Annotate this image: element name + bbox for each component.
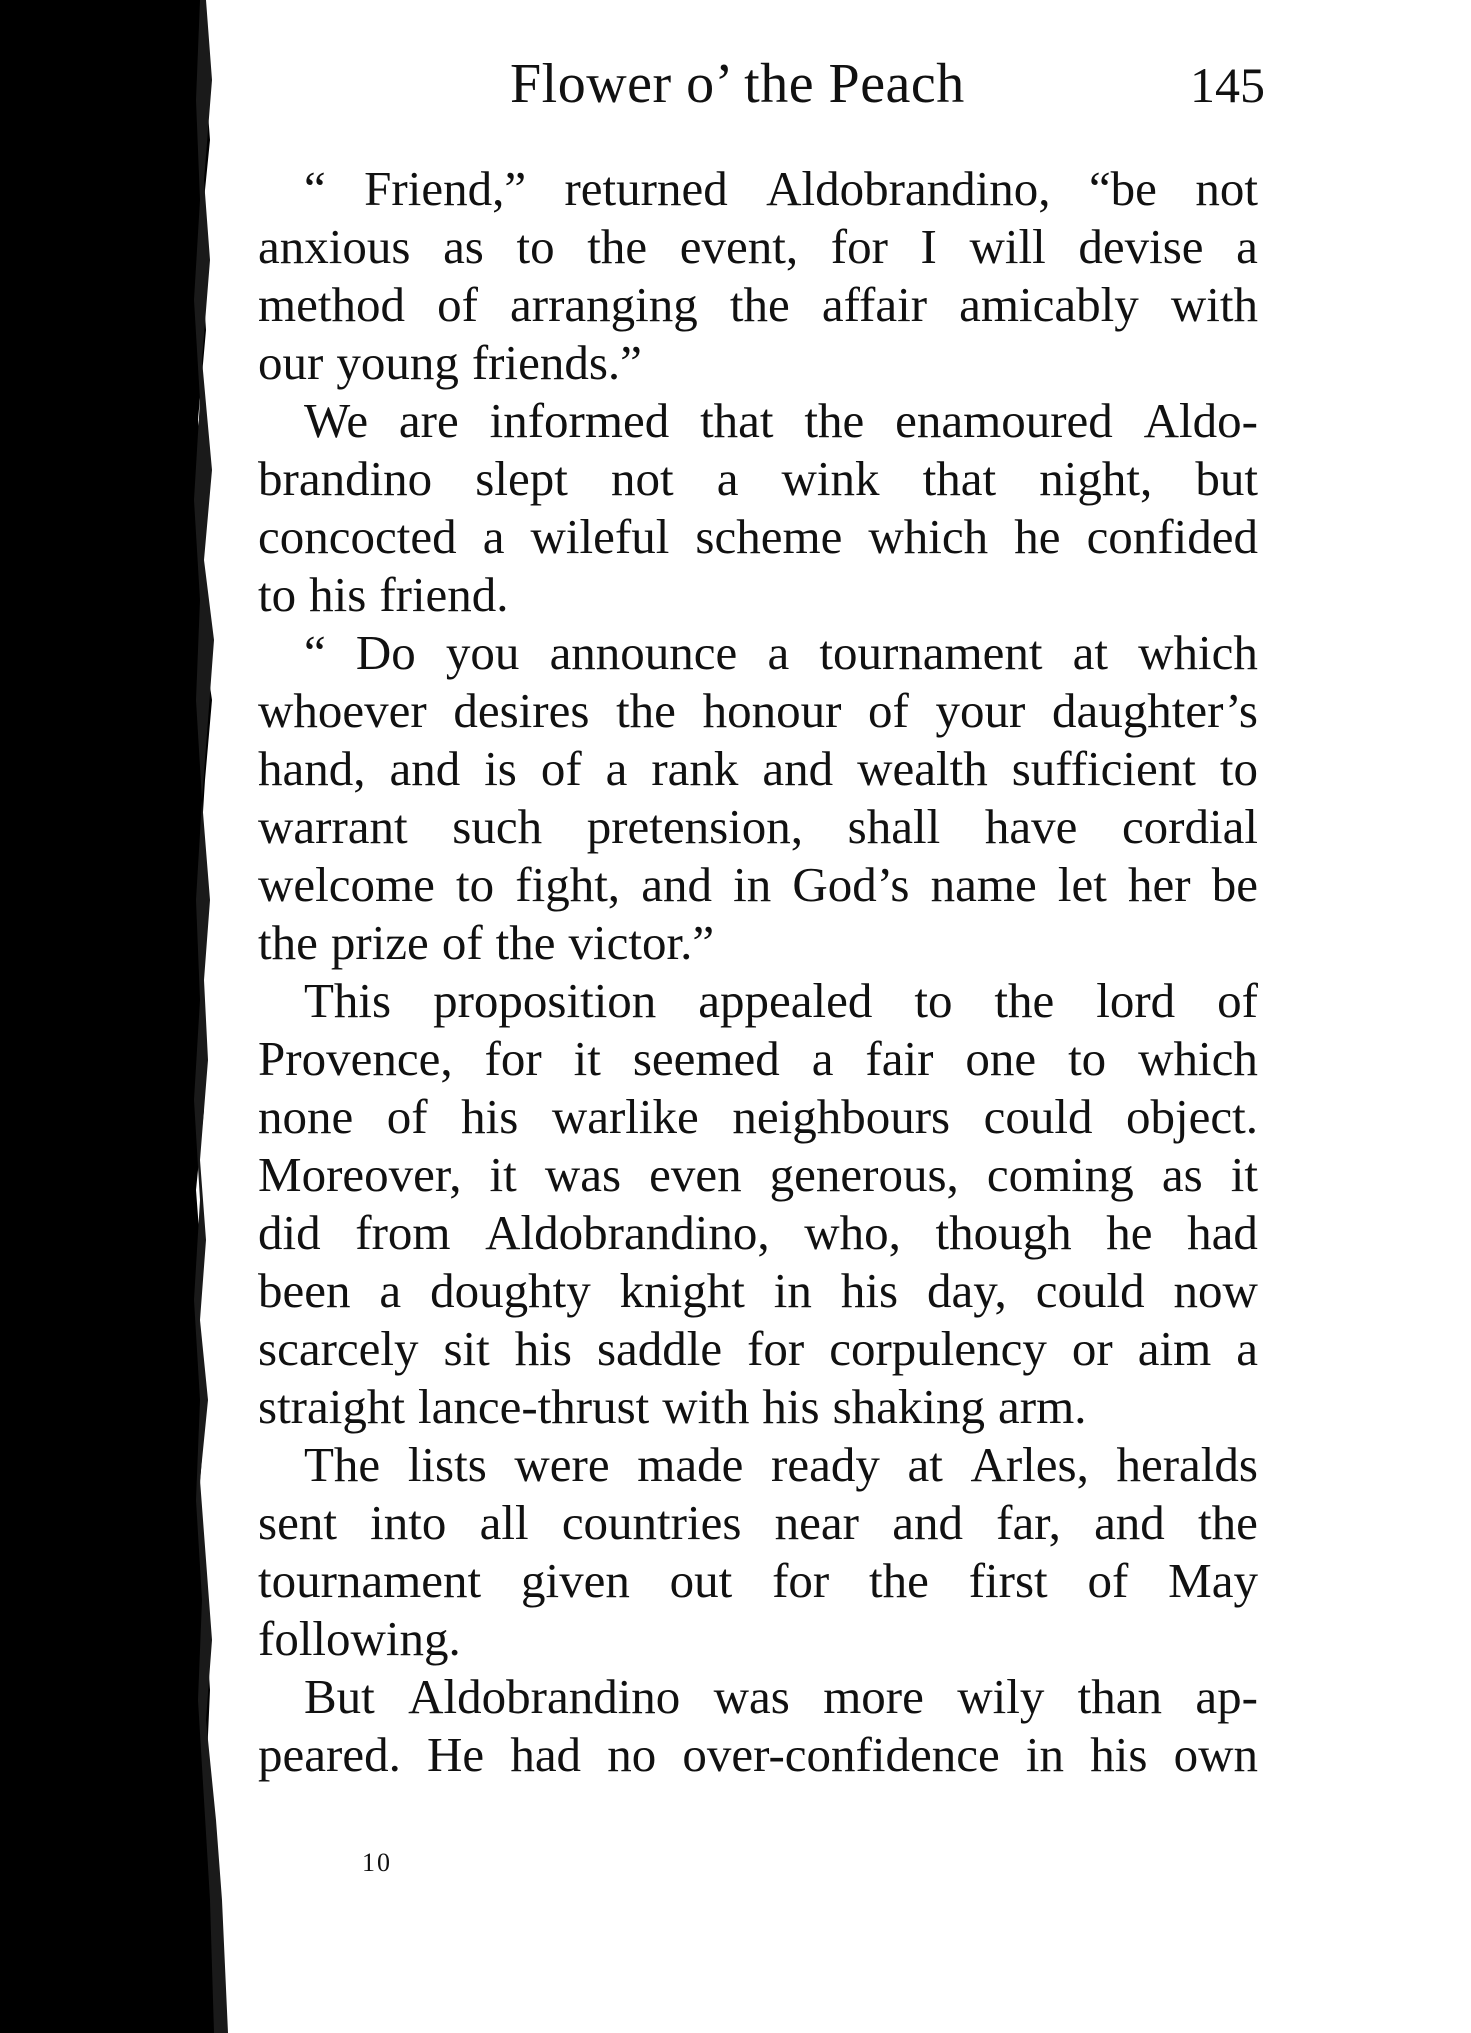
text-line: concocted a wileful scheme which he confided (258, 509, 1258, 564)
text-line: Moreover, it was even generous, coming as it (258, 1147, 1258, 1202)
binding-shadow (0, 0, 224, 2033)
text-line: been a doughty knight in his day, could now (258, 1263, 1258, 1318)
running-title: Flower o’ the Peach (510, 53, 965, 115)
text-line: warrant such pretension, shall have cordial (258, 799, 1258, 854)
text-line: none of his warlike neighbours could object. (258, 1089, 1258, 1144)
body-text (258, 160, 1258, 1784)
text-line: method of arranging the affair amicably with (258, 277, 1258, 332)
text-line: anxious as to the event, for I will devise a (258, 219, 1258, 274)
text-line: sent into all countries near and far, and the (258, 1495, 1258, 1550)
text-line: hand, and is of a rank and wealth sufficient to (258, 741, 1258, 796)
running-head (260, 52, 1265, 132)
paragraph (258, 392, 1258, 624)
text-line: scarcely sit his saddle for corpulency or aim a (258, 1321, 1258, 1376)
scanned-binding-edge (0, 0, 240, 2033)
text-line: brandino slept not a wink that night, but (258, 451, 1258, 506)
text-line: our young friends.” (258, 335, 642, 390)
text-line: We are informed that the enamoured Aldo- (304, 393, 1258, 448)
text-line: “ Do you announce a tournament at which (304, 625, 1258, 680)
text-line: welcome to fight, and in God’s name let her be (258, 857, 1258, 912)
text-line: “ Friend,” returned Aldobrandino, “be not (304, 161, 1258, 216)
text-line: did from Aldobrandino, who, though he had (258, 1205, 1258, 1260)
text-line: The lists were made ready at Arles, heralds (304, 1437, 1258, 1492)
text-line: to his friend. (258, 567, 509, 622)
paragraph (258, 624, 1258, 972)
signature-mark: 10 (362, 1848, 392, 1877)
text-line: Provence, for it seemed a fair one to which (258, 1031, 1258, 1086)
paragraph (258, 972, 1258, 1436)
paragraph (258, 1436, 1258, 1668)
text-line: tournament given out for the first of May (258, 1553, 1258, 1608)
text-line: whoever desires the honour of your daughter’s (258, 683, 1258, 738)
text-line: peared. He had no over-confidence in his own (258, 1727, 1258, 1782)
page-number: 145 (1190, 57, 1265, 113)
paragraph (258, 160, 1258, 392)
text-line: the prize of the victor.” (258, 915, 715, 970)
text-line: following. (258, 1611, 461, 1666)
paragraph (258, 1668, 1258, 1784)
text-line: But Aldobrandino was more wily than ap- (304, 1669, 1258, 1724)
text-line: This proposition appealed to the lord of (304, 973, 1258, 1028)
text-line: straight lance-thrust with his shaking arm. (258, 1379, 1087, 1434)
